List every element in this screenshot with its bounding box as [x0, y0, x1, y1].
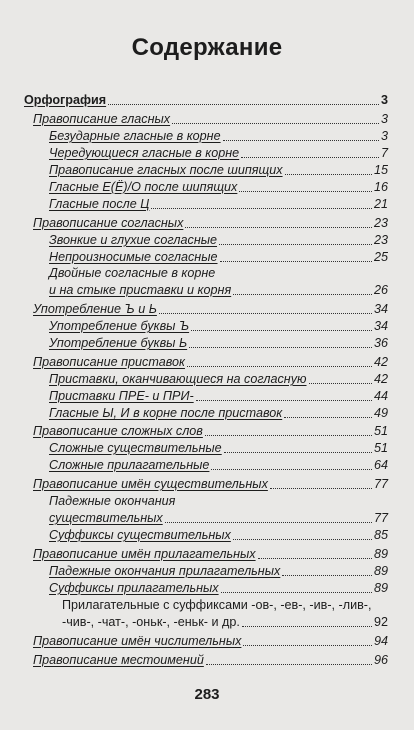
toc-entry-adjectives[interactable]: [33, 547, 388, 562]
leader-dots: [233, 294, 372, 295]
toc-entry-label: Правописание имён числительных: [33, 634, 242, 648]
leader-dots: [233, 539, 372, 540]
toc-entry-label: Приставки, оканчивающиеся на согласную: [49, 372, 307, 386]
toc-entry-silent-consonants[interactable]: [49, 250, 388, 265]
toc-entry-page: 51: [373, 441, 388, 455]
toc-entry-label: Правописание сложных слов: [33, 424, 203, 438]
toc-entry-adjective-suffixes[interactable]: [49, 581, 388, 596]
leader-dots: [189, 347, 372, 348]
toc-entry-prefixes[interactable]: [33, 355, 388, 370]
leader-dots: [108, 104, 379, 105]
toc-entry-page: 21: [373, 197, 388, 211]
toc-entry-page: 64: [373, 458, 388, 472]
leader-dots: [284, 417, 372, 418]
toc-entry-label: Гласные Е(Ё)/О после шипящих: [49, 180, 238, 194]
toc-entry-pronouns[interactable]: [33, 653, 388, 668]
toc-entry-compound-nouns[interactable]: [49, 441, 388, 456]
toc-entry-soft-sign[interactable]: [49, 336, 388, 351]
leader-dots: [309, 383, 372, 384]
toc-entry-label: Сложные существительные: [49, 441, 222, 455]
toc-entry-noun-endings-line2[interactable]: [49, 511, 388, 526]
leader-dots: [223, 140, 379, 141]
toc-entry-label: Безударные гласные в корне: [49, 129, 221, 143]
leader-dots: [172, 123, 379, 124]
toc-entry-suffixes-ov-line2[interactable]: [62, 615, 388, 630]
leader-dots: [241, 157, 379, 158]
leader-dots: [191, 330, 372, 331]
toc-entry-label: Употребление Ъ и Ь: [33, 302, 157, 316]
toc-entry-label: Двойные согласные в корне: [49, 266, 216, 280]
toc-entry-label: Суффиксы прилагательных: [49, 581, 219, 595]
toc-entry-label: Сложные прилагательные: [49, 458, 210, 472]
toc-entry-nouns[interactable]: [33, 477, 388, 492]
toc-entry-compound-words[interactable]: [33, 424, 388, 439]
toc-entry-label: Звонкие и глухие согласные: [49, 233, 218, 247]
toc-entry-vowels[interactable]: [33, 112, 388, 127]
toc-entry-page: 77: [373, 511, 388, 525]
leader-dots: [196, 400, 372, 401]
toc-entry-page: 3: [380, 93, 388, 107]
toc-entry-label: Гласные после Ц: [49, 197, 150, 211]
leader-dots: [159, 313, 372, 314]
toc-entry-vowels-after-ts[interactable]: [49, 197, 388, 212]
toc-entry-label: Правописание гласных: [33, 112, 171, 126]
toc-entry-voiced-voiceless[interactable]: [49, 233, 388, 248]
toc-entry-alternating-vowels[interactable]: [49, 146, 388, 161]
toc-entry-page: 15: [373, 163, 388, 177]
toc-entry-label: Употребление буквы Ъ: [49, 319, 190, 333]
toc-entry-page: 34: [373, 302, 388, 316]
toc-entry-label: Приставки ПРЕ- и ПРИ-: [49, 389, 194, 403]
leader-dots: [239, 191, 372, 192]
toc-entry-hard-soft-signs[interactable]: [33, 302, 388, 317]
toc-entry-pre-pri[interactable]: [49, 389, 388, 404]
toc-entry-label: Употребление буквы Ь: [49, 336, 188, 350]
toc-entry-page: 77: [373, 477, 388, 491]
toc-entry-vowels-after-sibilants[interactable]: [49, 163, 388, 178]
leader-dots: [211, 469, 372, 470]
toc-entry-label: Правописание имён прилагательных: [33, 547, 256, 561]
toc-entry-suffixes-ov-line1[interactable]: [62, 598, 388, 613]
toc-entry-label: Правописание согласных: [33, 216, 184, 230]
toc-entry-page: 3: [380, 112, 388, 126]
leader-dots: [258, 558, 372, 559]
leader-dots: [282, 575, 372, 576]
toc-entry-page: 44: [373, 389, 388, 403]
toc-entry-page: 36: [373, 336, 388, 350]
toc-entry-label: Прилагательные с суффиксами -ов-, -ев-, -ив-, -лив-,: [62, 598, 372, 612]
toc-entry-label: Правописание гласных после шипящих: [49, 163, 283, 177]
leader-dots: [242, 626, 372, 627]
toc-entry-page: 92: [373, 615, 388, 629]
toc-entry-label: Орфография: [24, 93, 107, 107]
toc-entry-page: 23: [373, 233, 388, 247]
toc-entry-compound-adjectives[interactable]: [49, 458, 388, 473]
leader-dots: [165, 522, 372, 523]
toc-entry-noun-suffixes[interactable]: [49, 528, 388, 543]
toc-entry-page: 23: [373, 216, 388, 230]
toc-entry-label: Суффиксы существительных: [49, 528, 231, 542]
leader-dots: [243, 645, 372, 646]
toc-entry-label: Правописание местоимений: [33, 653, 204, 667]
leader-dots: [220, 261, 372, 262]
toc-entry-page: 89: [373, 547, 388, 561]
toc-entry-page: 16: [373, 180, 388, 194]
toc-entry-page: 96: [373, 653, 388, 667]
toc-entry-page: 51: [373, 424, 388, 438]
leader-dots: [151, 208, 372, 209]
toc-entry-page: 25: [373, 250, 388, 264]
toc-entry-page: 26: [373, 283, 388, 297]
leader-dots: [205, 435, 372, 436]
leader-dots: [187, 366, 372, 367]
toc-entry-y-i-after-prefix[interactable]: [49, 406, 388, 421]
leader-dots: [285, 174, 372, 175]
toc-entry-e-o-after-sibilants[interactable]: [49, 180, 388, 195]
toc-entry-label: -чив-, -чат-, -оньк-, -еньк- и др.: [62, 615, 240, 629]
toc-entry-double-consonants-line2[interactable]: [49, 283, 388, 298]
toc-entry-page: 89: [373, 564, 388, 578]
leader-dots: [206, 664, 372, 665]
toc-entry-page: 49: [373, 406, 388, 420]
leader-dots: [185, 227, 372, 228]
page-number: 283: [194, 686, 220, 703]
toc-entry-label: Гласные Ы, И в корне после приставок: [49, 406, 283, 420]
toc-entry-label: Падежные окончания: [49, 494, 176, 508]
toc-entry-label: Падежные окончания прилагательных: [49, 564, 281, 578]
toc-entry-page: 94: [373, 634, 388, 648]
leader-dots: [224, 452, 372, 453]
toc-entry-numerals[interactable]: [33, 634, 388, 649]
toc-entry-consonant-prefixes[interactable]: [49, 372, 388, 387]
leader-dots: [219, 244, 372, 245]
toc-entry-noun-endings-line1[interactable]: [49, 494, 388, 509]
toc-entry-page: 7: [380, 146, 388, 160]
toc-entry-page: 34: [373, 319, 388, 333]
toc-entry-label: и на стыке приставки и корня: [49, 283, 232, 297]
toc-entry-page: 3: [380, 129, 388, 143]
toc-entry-label: существительных: [49, 511, 163, 525]
toc-entry-label: Непроизносимые согласные: [49, 250, 218, 264]
leader-dots: [270, 488, 372, 489]
leader-dots: [221, 592, 372, 593]
toc-entry-page: 89: [373, 581, 388, 595]
toc-entry-double-consonants-line1[interactable]: [49, 266, 388, 281]
toc-entry-label: Чередующиеся гласные в корне: [49, 146, 240, 160]
toc-entry-orthography[interactable]: [24, 93, 388, 108]
toc-entry-label: Правописание имён существительных: [33, 477, 268, 491]
toc-entry-consonants[interactable]: [33, 216, 388, 231]
toc-entry-page: 85: [373, 528, 388, 542]
toc-entry-unstressed-vowels[interactable]: [49, 129, 388, 144]
toc-entry-hard-sign[interactable]: [49, 319, 388, 334]
toc-entry-adjective-endings[interactable]: [49, 564, 388, 579]
page-title: Содержание: [131, 34, 283, 61]
toc-entry-page: 42: [373, 372, 388, 386]
toc-entry-page: 42: [373, 355, 388, 369]
toc-entry-label: Правописание приставок: [33, 355, 185, 369]
